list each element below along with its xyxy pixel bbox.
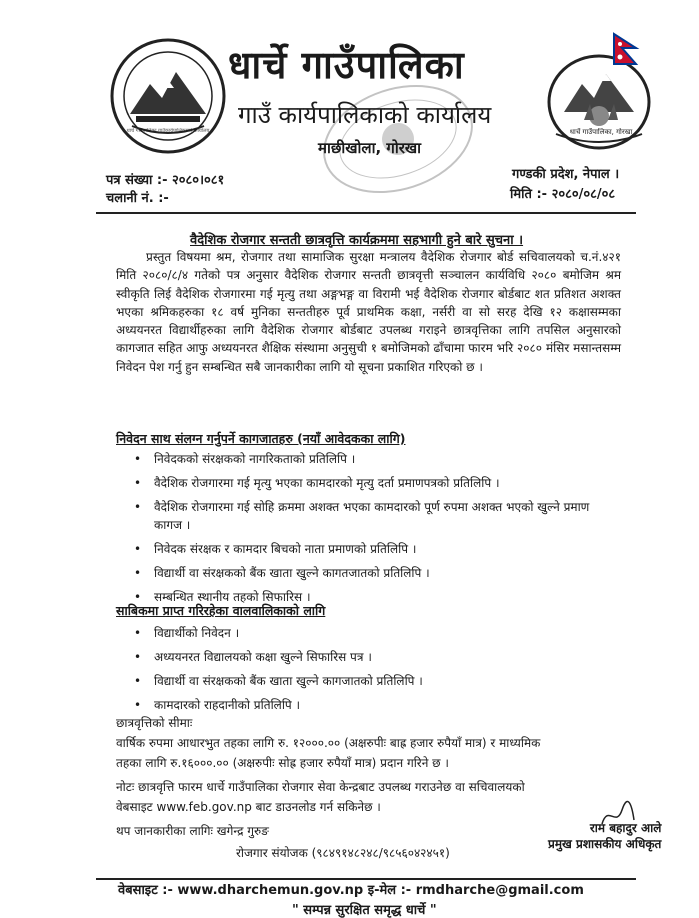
- signatory-name: राम बहादुर आले: [589, 821, 662, 835]
- office-name: गाउँ कार्यपालिकाको कार्यालय: [238, 101, 492, 129]
- signatory-title: प्रमुख प्रशासकीय अधिकृत: [548, 837, 662, 851]
- footer-motto: " सम्पन्न सुरक्षित समृद्ध धार्चे ": [292, 903, 437, 918]
- emblem-caption-right: धार्चे गाउँपालिका, गोरखा: [569, 128, 633, 136]
- contact-person: थप जानकारीका लागिः खगेन्द्र गुरुङ: [116, 824, 269, 838]
- list-item: • वैदेशिक रोजगारमा गई मृत्यु भएका कामदारको मृत्यु दर्ता प्रमाणपत्रको प्रतिलिपि ।: [134, 476, 500, 490]
- notice-subject: वैदेशिक रोजगार सन्तती छात्रवृत्ति कार्यक्रममा सहभागी हुने बारे सुचना ।: [190, 233, 524, 248]
- list-item: • वैदेशिक रोजगारमा गई सोहि क्रममा अशक्त भएका कामदारको पूर्ण रुपमा अशक्त भएको खुल्ने प्रमाण कागज ।: [134, 500, 590, 532]
- existing-recipient-list: [120, 624, 620, 720]
- signature-scribble: [598, 800, 638, 830]
- page-title: धार्चे गाउँपालिका: [228, 43, 465, 87]
- header-divider: [96, 212, 636, 214]
- list-item: • निवेदकको संरक्षकको नागरिकताको प्रतिलिपि ।: [134, 452, 356, 466]
- list-item: • विद्यार्थीको निवेदन ।: [134, 626, 240, 640]
- dispatch-number: चलानी नं. :-: [106, 191, 169, 206]
- list-item: • सम्बन्धित स्थानीय तहको सिफारिस ।: [134, 590, 311, 604]
- existing-recipient-heading: साबिकमा प्राप्त गरिरहेका वालवालिकाको लागि: [116, 603, 326, 618]
- reference-number: पत्र संख्या :- २०८०।०८१: [106, 173, 225, 188]
- municipality-emblem-left: [108, 36, 228, 156]
- new-applicant-docs-heading: निवेदन साथ संलग्न गर्नुपर्ने कागजातहरु (नयाँ आवेदकका लागि): [116, 431, 406, 446]
- contact-role-phone: रोजगार संयोजक (९८४९१४८२४८/९८५६०४२४५१): [236, 846, 450, 860]
- list-item: • अध्ययनरत विद्यालयको कक्षा खुल्ने सिफारिस पत्र ।: [134, 650, 372, 664]
- letter-date: मिति :- २०८०/०८/०८: [510, 187, 616, 202]
- scholarship-limit-line-2: तहका लागि रु.१६०००.०० (अक्षरुपीः सोह्र हजार रुपैयाँ मात्र) प्रदान गरिने छ ।: [116, 756, 449, 770]
- list-item: • विद्यार्थी वा संरक्षकको बैंक खाता खुल्ने कागजातको प्रतिलिपि ।: [134, 674, 423, 688]
- list-item: • कामदारको राहदानीको प्रतिलिपि ।: [134, 698, 301, 712]
- province-name: गण्डकी प्रदेश, नेपाल ।: [512, 167, 620, 182]
- list-item: • निवेदक संरक्षक र कामदार बिचको नाता प्रमाणको प्रतिलिपि ।: [134, 542, 417, 556]
- notice-body: प्रस्तुत विषयमा श्रम, रोजगार तथा सामाजिक सुरक्षा मन्त्रालय वैदेशिक रोजगार बोर्ड सचिवालयको च.नं.४२१ मिति २०८०/८/४ गतेको पत्र अनुसार वैदेशिक रोजगार सन्तती छात्रवृत्ती सञ्चालन कार्यविधि २०८० बमोजिम श्रम स्वीकृति लिई वैदेशिक रोजगारमा गई मृत्यु तथा अङ्गभङ्ग वा विरामी भई वैदेशिक रोजगार बोर्डबाट शत प्रतिशत अशक्त भएका श्रमिकहरुका १८ वर्ष मुनिका सन्ततीहरु पूर्व प्राथमिक कक्षा, नर्सरी वा सो सरह देखि १२ कक्षासम्मका अध्ययनरत विद्यार्थीहरुका लागि वैदेशिक रोजगार बोर्डबाट उपलब्ध गराइने छात्रवृत्तिका लागि तपसिल अनुसारको कागजात सहित आफु अध्ययनरत शैक्षिक संस्थामा अनुसुची १ बमोजिमको ढाँचामा फारम भरि २०८० मंसिर मसान्तसम्म निवेदन पेश गर्नु हुन सम्बन्धित सबै जानकारीका लागि यो सूचना प्रकाशित गरिएको छ ।: [116, 250, 621, 374]
- note-line-1: नोटः छात्रवृत्ति फारम धार्चे गाउँपालिका रोजगार सेवा केन्द्रबाट उपलब्ध गराउनेछ वा सचिवालयको: [116, 780, 525, 794]
- footer-contact: वेबसाइट :- www.dharchemun.gov.np इ-मेल :- rmdharche@gmail.com: [118, 883, 584, 898]
- emblem-ring-text: धार्चे गाउँपालिका गाउँकार्यपालिकाको कार्यालय: [126, 128, 210, 134]
- note-line-2: वेबसाइट www.feb.gov.np बाट डाउनलोड गर्न सकिनेछ ।: [116, 800, 381, 814]
- office-location: माछीखोला, गोरखा: [318, 139, 422, 157]
- new-applicant-docs-list: [120, 450, 620, 612]
- scholarship-limit-line-1: वार्षिक रुपमा आधारभुत तहका लागि रु. १२०००.०० (अक्षरुपीः बाह्र हजार रुपैयाँ मात्र) र माध्यमिक: [116, 736, 541, 750]
- list-item: • विद्यार्थी वा संरक्षकको बैंक खाता खुल्ने कागतजातको प्रतिलिपि ।: [134, 566, 430, 580]
- scholarship-limit-heading: छात्रवृत्तिको सीमाः: [116, 716, 193, 730]
- nepal-flag-icon: [612, 32, 640, 66]
